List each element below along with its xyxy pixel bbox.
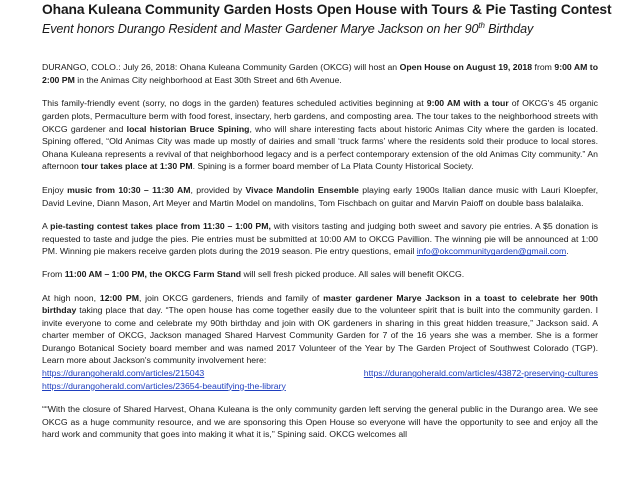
bold-run: 12:00 PM <box>99 292 139 303</box>
bold-run: Vivace Mandolin Ensemble <box>245 184 359 195</box>
email-link[interactable]: info@okcommunitygarden@gmail.com <box>416 246 567 257</box>
text-run: From <box>42 268 65 279</box>
bold-run: local historian Bruce Spining <box>126 123 250 134</box>
text-run: DURANGO, COLO.: July 26, 2018: Ohana Kuleana Community Garden (OKCG) will host an <box>42 62 400 73</box>
text-run: taking place that day. “The open house has come together easily due to the volunteer spirit that is built into the community garden. I invite everyone to come and celebrate my 90th birthday and join with OK gardeners in sharing in this great hidden treasure,” Jackson said. A charter member of OKCG, Jackson managed Shared Harvest Community Garden for 7 of the 16 years she was a member. She is a former Durango Botanical Society board member and was named 2017 Volunteer of the Year by The Garden Project of Southwest Colorado (TGP). Learn more about Jackson's community involvement here: <box>42 305 598 366</box>
bold-run: Open House on August 19, 2018 <box>399 62 533 73</box>
article-link-1[interactable]: https://durangoherald.com/articles/215043 <box>42 368 205 379</box>
paragraph-music <box>42 184 598 209</box>
links-row-2 <box>42 380 598 393</box>
text-run: This family-friendly event (sorry, no dogs in the garden) features scheduled activities beginning at <box>42 98 427 109</box>
text-run: will sell fresh picked produce. All sales will benefit OKCG. <box>241 268 465 279</box>
article-link-3[interactable]: https://durangoherald.com/articles/23654-beautifying-the-library <box>42 380 286 391</box>
text-run: , join OKCG gardeners, friends and family of <box>138 292 324 303</box>
subtitle-text-end: Birthday <box>484 22 534 37</box>
text-run: of OKCG's 45 organic garden plots, Permaculture berm with food forest, insectary, herb gardens, and composting area. The tour takes to the neighborhood streets with OKCG gardener and <box>42 98 598 134</box>
subtitle-superscript: th <box>478 21 485 30</box>
bold-run: 9:00 AM with a tour <box>426 98 509 109</box>
bold-run: tour takes place at 1:30 PM <box>81 161 193 172</box>
paragraph-tours <box>42 97 598 173</box>
paragraph-birthday <box>42 292 598 368</box>
text-run: . Spining is a former board member of La Plata County Historical Society. <box>192 161 474 172</box>
bold-run: pie-tasting contest takes place from 11:30 – 1:00 PM, <box>50 221 271 232</box>
paragraph-dateline <box>42 61 598 86</box>
text-run: , who will share interesting facts about historic Animas City where the garden is located. Spining offered, “Old Animas City was made up mostly of dairies and small ‘truck farms’ where the residents sold their produce to local stores. Ohana Kuleana represents a revival of that neighborhood legacy and is a perfect contemporary extension of the old Animas City community.” An afternoon <box>42 123 598 172</box>
document-subtitle <box>42 18 598 37</box>
paragraph-pie-contest <box>42 220 598 258</box>
text-run: playing early 1900s Italian dance music with Lauri Kloepfer, David Levine, Diann Mason, Art Meyer and Martin Model on mandolins, Tom Fischbach on guitar and Marvin Paioff on double bass balalaika. <box>42 184 598 208</box>
text-run: Enjoy <box>42 184 68 195</box>
document-title: Ohana Kuleana Community Garden Hosts Open House with Tours & Pie Tasting Contest <box>42 2 612 17</box>
bold-run: music from 10:30 – 11:30 AM <box>67 184 191 195</box>
article-link-2[interactable]: https://durangoherald.com/articles/43872-preserving-cultures <box>363 368 598 379</box>
paragraph-closing <box>42 403 598 441</box>
text-run: , provided by <box>190 184 246 195</box>
text-run: ““With the closure of Shared Harvest, Ohana Kuleana is the only community garden left serving the general public in the Durango area. We see OKCG as a huge community resource, and we are sponsoring this Open House so everyone will have the opportunity to see and enjoy all the hard work and community that goes into making it what it is,” Spining said. OKCG welcomes all <box>42 404 598 440</box>
subtitle-text: Event honors Durango Resident and Master Gardener Marye Jackson on her 90 <box>42 22 479 37</box>
text-run: in the Animas City neighborhood at East 30th Street and 6th Avenue. <box>74 74 342 85</box>
text-run: with visitors tasting and judging both sweet and savory pie entries. A $5 donation is requested to taste and judge the pies. Pie entries must be submitted at 10:00 AM to OKCG Pavillion. The winning pie will be announced at 1:00 PM. Winning pie makers receive garden plots during the 2019 season. Pie entry questions, email <box>42 221 599 257</box>
text-run: At high noon, <box>42 292 100 303</box>
bold-run: 11:00 AM – 1:00 PM, the OKCG Farm Stand <box>64 268 242 279</box>
text-run: . <box>566 246 569 257</box>
text-run: A <box>42 221 51 232</box>
document-body <box>42 0 612 441</box>
bold-run: 9:00 AM to 2:00 PM <box>42 62 599 85</box>
links-row <box>42 367 598 380</box>
paragraph-farm-stand <box>42 268 598 281</box>
text-run: from <box>532 62 555 73</box>
bold-run: master gardener Marye Jackson in a toast to celebrate her 90th birthday <box>42 292 598 316</box>
